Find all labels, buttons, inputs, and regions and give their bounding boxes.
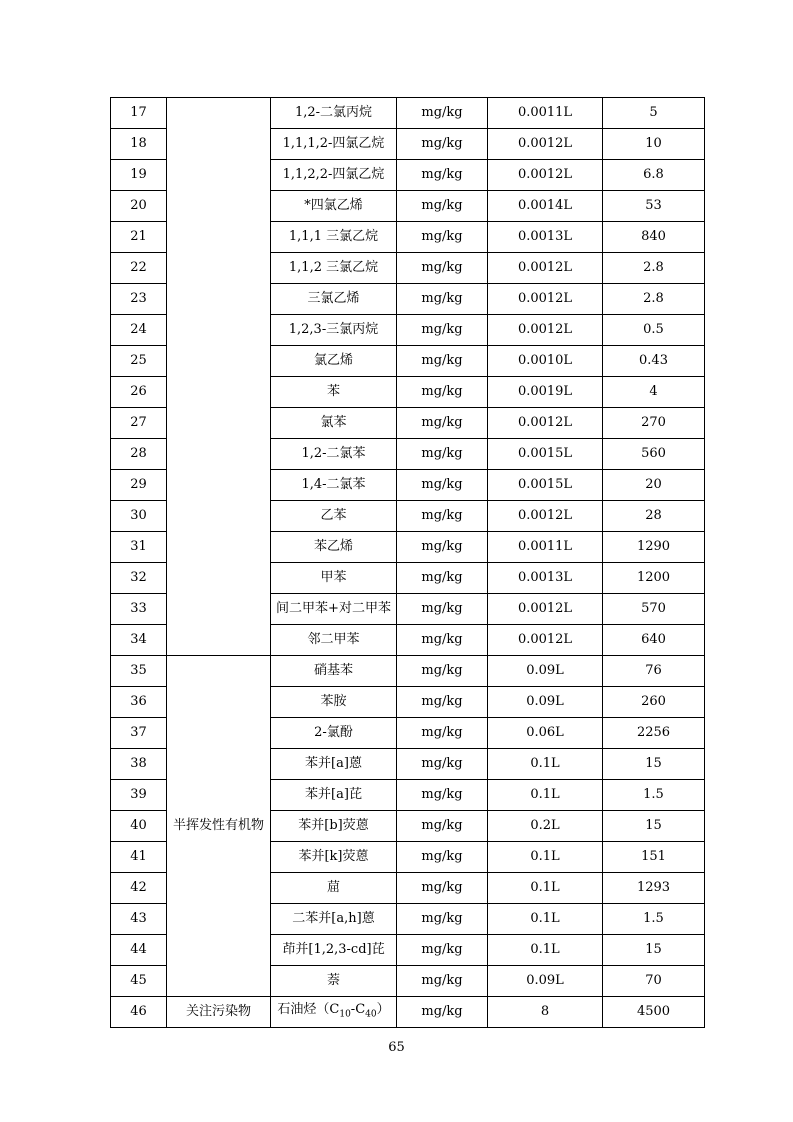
- item-name-cell: 1,2,3-三氯丙烷: [271, 315, 397, 346]
- petroleum-sub1: 10: [339, 1009, 351, 1020]
- row-number-cell: 28: [111, 439, 167, 470]
- row-number-cell: 30: [111, 501, 167, 532]
- standard-value-cell: 1.5: [603, 904, 705, 935]
- unit-cell: mg/kg: [397, 625, 488, 656]
- unit-cell: mg/kg: [397, 346, 488, 377]
- unit-cell: mg/kg: [397, 563, 488, 594]
- standard-value-cell: 1.5: [603, 780, 705, 811]
- unit-cell: mg/kg: [397, 935, 488, 966]
- table-row: [111, 997, 705, 1028]
- detection-limit-cell: 0.0012L: [488, 594, 603, 625]
- unit-cell: mg/kg: [397, 997, 488, 1028]
- unit-cell: mg/kg: [397, 656, 488, 687]
- unit-cell: mg/kg: [397, 966, 488, 997]
- unit-cell: mg/kg: [397, 780, 488, 811]
- unit-cell: mg/kg: [397, 873, 488, 904]
- standard-value-cell: 5: [603, 98, 705, 129]
- row-number-cell: 21: [111, 222, 167, 253]
- row-number-cell: 44: [111, 935, 167, 966]
- unit-cell: mg/kg: [397, 439, 488, 470]
- row-number-cell: 27: [111, 408, 167, 439]
- item-name-cell: 苯: [271, 377, 397, 408]
- standard-value-cell: 560: [603, 439, 705, 470]
- detection-limit-cell: 0.0012L: [488, 315, 603, 346]
- unit-cell: mg/kg: [397, 222, 488, 253]
- petroleum-prefix: 石油烃（C: [277, 1002, 340, 1018]
- standard-value-cell: 0.43: [603, 346, 705, 377]
- row-number-cell: 26: [111, 377, 167, 408]
- detection-limit-cell: 0.1L: [488, 780, 603, 811]
- unit-cell: mg/kg: [397, 191, 488, 222]
- unit-cell: mg/kg: [397, 160, 488, 191]
- row-number-cell: 39: [111, 780, 167, 811]
- pollutant-table-body: [111, 98, 705, 1028]
- row-number-cell: 20: [111, 191, 167, 222]
- detection-limit-cell: 0.0012L: [488, 160, 603, 191]
- detection-limit-cell: 0.0015L: [488, 470, 603, 501]
- detection-limit-cell: 0.0010L: [488, 346, 603, 377]
- standard-value-cell: 53: [603, 191, 705, 222]
- standard-value-cell: 15: [603, 749, 705, 780]
- item-name-cell: 二苯并[a,h]蒽: [271, 904, 397, 935]
- row-number-cell: 37: [111, 718, 167, 749]
- petroleum-suffix: ）: [376, 1002, 390, 1018]
- row-number-cell: 41: [111, 842, 167, 873]
- unit-cell: mg/kg: [397, 749, 488, 780]
- detection-limit-cell: 0.09L: [488, 687, 603, 718]
- item-name-cell: 1,1,2 三氯乙烷: [271, 253, 397, 284]
- detection-limit-cell: 0.1L: [488, 749, 603, 780]
- unit-cell: mg/kg: [397, 253, 488, 284]
- detection-limit-cell: 0.0012L: [488, 625, 603, 656]
- row-number-cell: 38: [111, 749, 167, 780]
- item-name-cell: 苯乙烯: [271, 532, 397, 563]
- standard-value-cell: 4500: [603, 997, 705, 1028]
- row-number-cell: 23: [111, 284, 167, 315]
- standard-value-cell: 151: [603, 842, 705, 873]
- page-number: 65: [388, 1040, 405, 1055]
- item-name-cell: 1,2-二氯丙烷: [271, 98, 397, 129]
- standard-value-cell: 20: [603, 470, 705, 501]
- item-name-cell: 邻二甲苯: [271, 625, 397, 656]
- row-number-cell: 22: [111, 253, 167, 284]
- standard-value-cell: 840: [603, 222, 705, 253]
- row-number-cell: 36: [111, 687, 167, 718]
- standard-value-cell: 2.8: [603, 284, 705, 315]
- detection-limit-cell: 0.09L: [488, 966, 603, 997]
- item-name-cell: 1,1,1 三氯乙烷: [271, 222, 397, 253]
- row-number-cell: 40: [111, 811, 167, 842]
- detection-limit-cell: 0.0013L: [488, 222, 603, 253]
- row-number-cell: 24: [111, 315, 167, 346]
- item-name-cell: 苯并[k]荧蒽: [271, 842, 397, 873]
- detection-limit-cell: 0.0014L: [488, 191, 603, 222]
- standard-value-cell: 0.5: [603, 315, 705, 346]
- petroleum-mid: -C: [350, 1002, 366, 1018]
- item-name-cell: 苯并[b]荧蒽: [271, 811, 397, 842]
- standard-value-cell: 28: [603, 501, 705, 532]
- item-name-cell: 硝基苯: [271, 656, 397, 687]
- item-name-cell: [271, 997, 397, 1028]
- standard-value-cell: 1200: [603, 563, 705, 594]
- standard-value-cell: 640: [603, 625, 705, 656]
- row-number-cell: 34: [111, 625, 167, 656]
- unit-cell: mg/kg: [397, 377, 488, 408]
- standard-value-cell: 15: [603, 935, 705, 966]
- detection-limit-cell: 0.0012L: [488, 253, 603, 284]
- unit-cell: mg/kg: [397, 842, 488, 873]
- row-number-cell: 42: [111, 873, 167, 904]
- unit-cell: mg/kg: [397, 470, 488, 501]
- standard-value-cell: 570: [603, 594, 705, 625]
- item-name-cell: *四氯乙烯: [271, 191, 397, 222]
- unit-cell: mg/kg: [397, 315, 488, 346]
- item-name-cell: 间二甲苯+对二甲苯: [271, 594, 397, 625]
- pollutant-table: [110, 97, 705, 1028]
- detection-limit-cell: 0.0012L: [488, 129, 603, 160]
- detection-limit-cell: 0.1L: [488, 904, 603, 935]
- row-number-cell: 17: [111, 98, 167, 129]
- detection-limit-cell: 0.0011L: [488, 98, 603, 129]
- detection-limit-cell: 0.0015L: [488, 439, 603, 470]
- row-number-cell: 18: [111, 129, 167, 160]
- item-name-cell: 2-氯酚: [271, 718, 397, 749]
- standard-value-cell: 10: [603, 129, 705, 160]
- item-name-cell: 茚并[1,2,3-cd]芘: [271, 935, 397, 966]
- row-number-cell: 43: [111, 904, 167, 935]
- table-row: [111, 656, 705, 687]
- detection-limit-cell: 0.0011L: [488, 532, 603, 563]
- detection-limit-cell: 0.2L: [488, 811, 603, 842]
- item-name-cell: 䓛: [271, 873, 397, 904]
- item-name-cell: 苯并[a]芘: [271, 780, 397, 811]
- standard-value-cell: 2256: [603, 718, 705, 749]
- item-name-cell: 苯并[a]蒽: [271, 749, 397, 780]
- petroleum-sub2: 40: [365, 1009, 377, 1020]
- detection-limit-cell: 0.09L: [488, 656, 603, 687]
- detection-limit-cell: 0.0012L: [488, 408, 603, 439]
- detection-limit-cell: 0.0019L: [488, 377, 603, 408]
- row-number-cell: 31: [111, 532, 167, 563]
- row-number-cell: 25: [111, 346, 167, 377]
- detection-limit-cell: 0.0013L: [488, 563, 603, 594]
- standard-value-cell: 15: [603, 811, 705, 842]
- standard-value-cell: 1290: [603, 532, 705, 563]
- row-number-cell: 46: [111, 997, 167, 1028]
- item-name-cell: 氯乙烯: [271, 346, 397, 377]
- category-cell-concern: 关注污染物: [167, 997, 271, 1028]
- unit-cell: mg/kg: [397, 687, 488, 718]
- item-name-cell: 1,2-二氯苯: [271, 439, 397, 470]
- item-name-cell: 萘: [271, 966, 397, 997]
- row-number-cell: 45: [111, 966, 167, 997]
- unit-cell: mg/kg: [397, 98, 488, 129]
- unit-cell: mg/kg: [397, 718, 488, 749]
- table-row: [111, 98, 705, 129]
- item-name-cell: 1,1,1,2-四氯乙烷: [271, 129, 397, 160]
- detection-limit-cell: 8: [488, 997, 603, 1028]
- standard-value-cell: 6.8: [603, 160, 705, 191]
- row-number-cell: 32: [111, 563, 167, 594]
- unit-cell: mg/kg: [397, 501, 488, 532]
- detection-limit-cell: 0.0012L: [488, 284, 603, 315]
- item-name-cell: 三氯乙烯: [271, 284, 397, 315]
- category-cell-blank: [167, 98, 271, 656]
- item-name-cell: 苯胺: [271, 687, 397, 718]
- row-number-cell: 19: [111, 160, 167, 191]
- unit-cell: mg/kg: [397, 129, 488, 160]
- unit-cell: mg/kg: [397, 811, 488, 842]
- detection-limit-cell: 0.1L: [488, 842, 603, 873]
- standard-value-cell: 4: [603, 377, 705, 408]
- item-name-cell: 1,1,2,2-四氯乙烷: [271, 160, 397, 191]
- unit-cell: mg/kg: [397, 594, 488, 625]
- category-cell-semi-volatile: 半挥发性有机物: [167, 656, 271, 997]
- standard-value-cell: 1293: [603, 873, 705, 904]
- unit-cell: mg/kg: [397, 284, 488, 315]
- unit-cell: mg/kg: [397, 904, 488, 935]
- detection-limit-cell: 0.0012L: [488, 501, 603, 532]
- row-number-cell: 33: [111, 594, 167, 625]
- item-name-cell: 氯苯: [271, 408, 397, 439]
- standard-value-cell: 260: [603, 687, 705, 718]
- standard-value-cell: 70: [603, 966, 705, 997]
- detection-limit-cell: 0.06L: [488, 718, 603, 749]
- detection-limit-cell: 0.1L: [488, 935, 603, 966]
- standard-value-cell: 270: [603, 408, 705, 439]
- row-number-cell: 35: [111, 656, 167, 687]
- row-number-cell: 29: [111, 470, 167, 501]
- standard-value-cell: 2.8: [603, 253, 705, 284]
- item-name-cell: 乙苯: [271, 501, 397, 532]
- item-name-cell: 甲苯: [271, 563, 397, 594]
- unit-cell: mg/kg: [397, 408, 488, 439]
- item-name-cell: 1,4-二氯苯: [271, 470, 397, 501]
- detection-limit-cell: 0.1L: [488, 873, 603, 904]
- standard-value-cell: 76: [603, 656, 705, 687]
- unit-cell: mg/kg: [397, 532, 488, 563]
